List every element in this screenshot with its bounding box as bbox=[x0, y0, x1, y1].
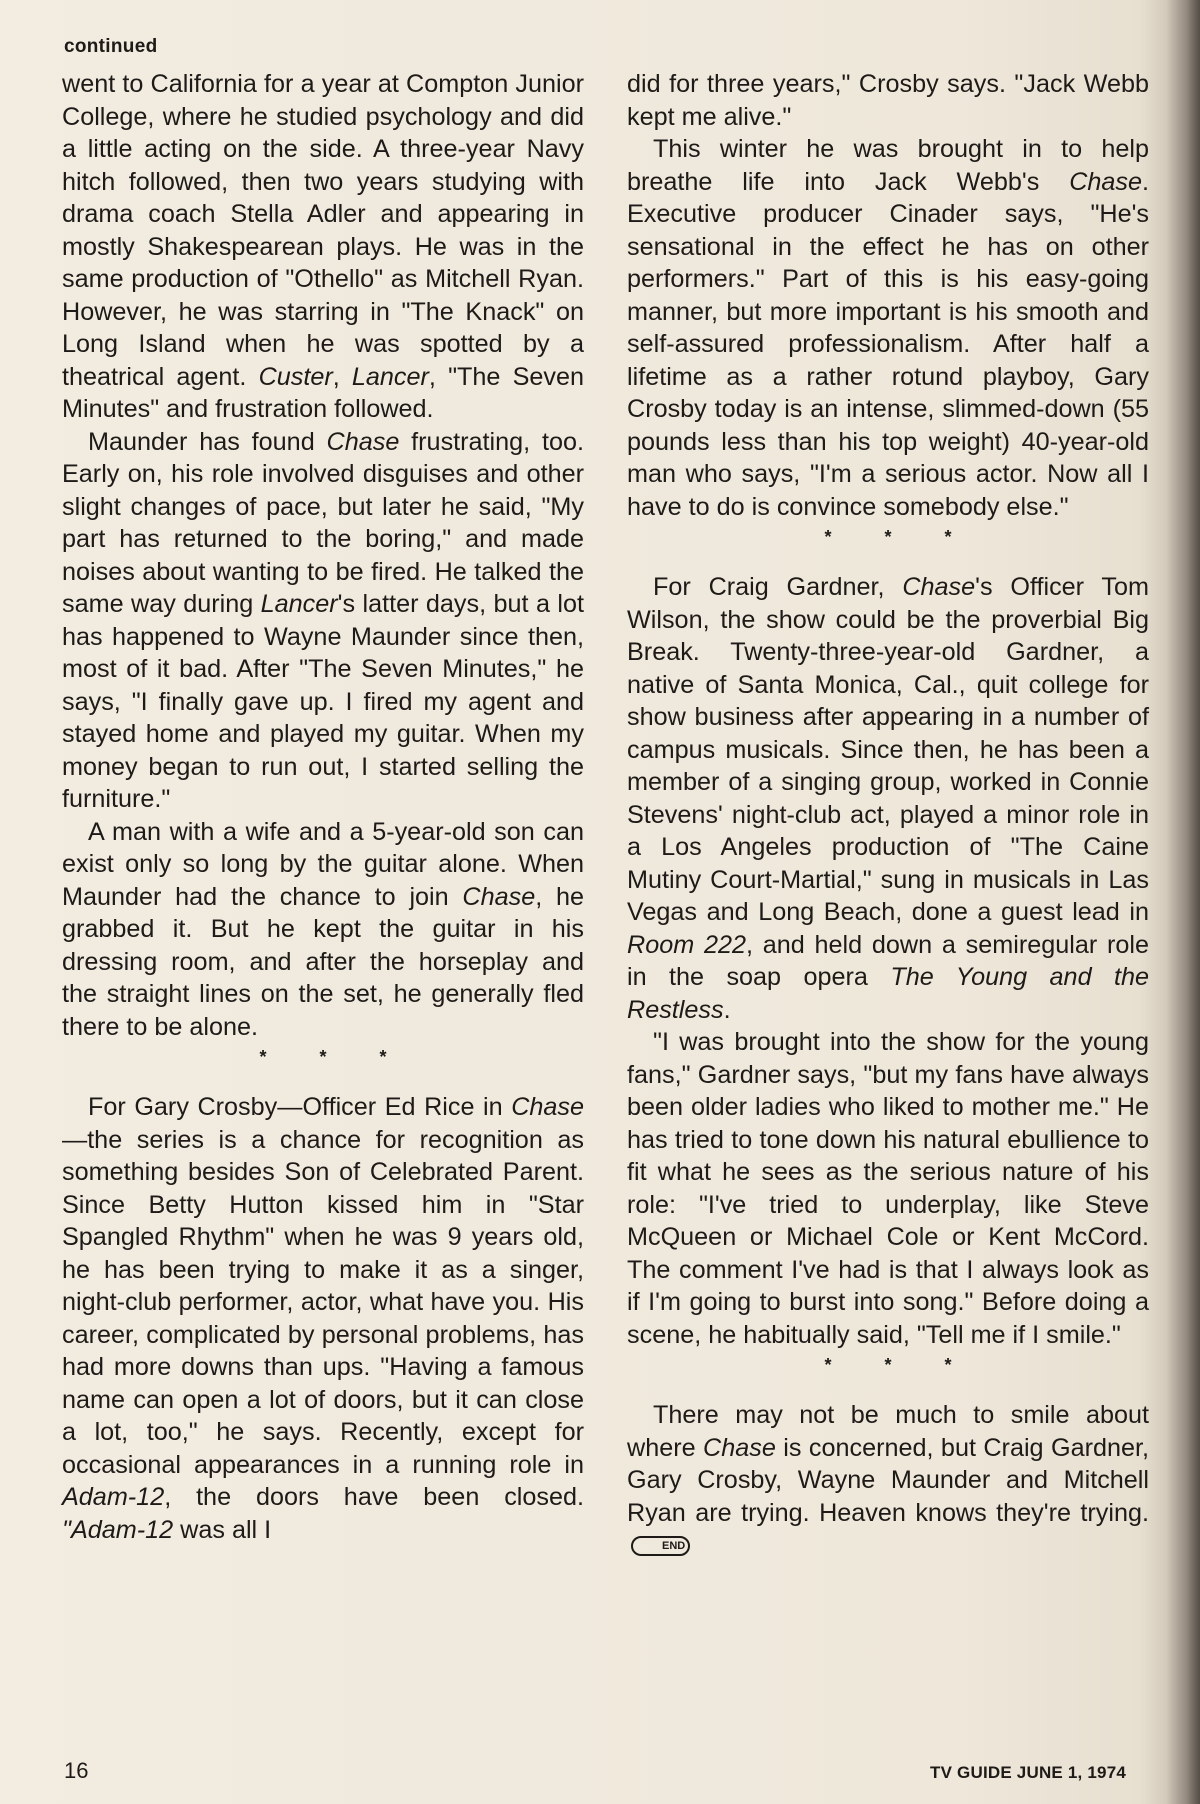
left-column bbox=[62, 68, 584, 1546]
section-separator: * * * bbox=[259, 1047, 411, 1067]
paragraph: For Gary Crosby—Officer Ed Rice in Chase—the series is a chance for recognition as something besides Son of Celebrated Parent. Since Betty Hutton kissed him in "Star Spangled Rhythm" when he was 9 years old, he has been trying to make it as a singer, night-club performer, actor, what have you. His career, complicated by personal problems, has had more downs than ups. "Having a famous name can open a lot of doors, but it can close a lot, too," he says. Recently, except for occasional appearances in a running role in Adam-12, the doors have been closed. "Adam-12 was all I bbox=[62, 1093, 584, 1544]
continued-label: continued bbox=[64, 36, 158, 57]
paragraph: Maunder has found Chase frustrating, too. Early on, his role involved disguises and other slight changes of pace, but later he said, "My part has returned to the boring," and made noises about wanting to be fired. He talked the same way during Lancer's latter days, but a lot has happened to Wayne Maunder since then, most of it bad. After "The Seven Minutes," he says, "I finally gave up. I fired my agent and stayed home and played my guitar. When my money began to run out, I started selling the furniture." bbox=[62, 427, 584, 813]
page-number: 16 bbox=[64, 1758, 89, 1783]
paragraph: did for three years," Crosby says. "Jack Webb kept me alive." bbox=[627, 70, 1149, 131]
paragraph: For Craig Gardner, Chase's Officer Tom Wilson, the show could be the proverbial Big Break. Twenty-three-year-old Gardner, a native of Santa Monica, Cal., quit college for show business after appearing in a number of campus musicals. Since then, he has been a member of a singing group, worked in Connie Stevens' night-club act, played a minor role in a Los Angeles production of "The Caine Mutiny Court-Martial," sung in musicals in Las Vegas and Long Beach, done a guest lead in Room 222, and held down a semiregular role in the soap opera The Young and the Restless. bbox=[627, 573, 1150, 1024]
paragraph: "I was brought into the show for the young fans," Gardner says, "but my fans have always been older ladies who liked to mother me." He has tried to tone down his natural ebullience to fit what he sees as the serious nature of his role: "I've tried to underplay, like Steve McQueen or Michael Cole or Kent McCord. The comment I've had is that I always look as if I'm going to burst into song." Before doing a scene, he habitually said, "Tell me if I smile." bbox=[627, 1028, 1149, 1349]
end-mark-icon: END bbox=[631, 1536, 690, 1556]
paragraph: There may not be much to smile about where Chase is concerned, but Craig Gardner, Gary Crosby, Wayne Maunder and Mitchell Ryan are trying. Heaven knows they're trying. END bbox=[627, 1399, 1149, 1562]
section-separator: * * * bbox=[824, 527, 976, 547]
paragraph: went to California for a year at Compton Junior College, where he studied psychology and did a little acting on the side. A three-year Navy hitch followed, then two years studying with drama coach Stella Adler and appearing in mostly Shakespearean plays. He was in the same production of "Othello" as Mitchell Ryan. However, he was starring in "The Knack" on Long Island when he was spotted by a theatrical agent. Custer, Lancer, "The Seven Minutes" and frustration followed. bbox=[62, 70, 584, 423]
right-column bbox=[627, 68, 1149, 1562]
paragraph: A man with a wife and a 5-year-old son can exist only so long by the guitar alone. When Maunder had the chance to join Chase, he grabbed it. But he kept the guitar in his dressing room, and after the horseplay and the straight lines on the set, he generally fled there to be alone. bbox=[62, 817, 585, 1041]
section-separator: * * * bbox=[824, 1355, 976, 1375]
footer-source-line: TV GUIDE JUNE 1, 1974 bbox=[930, 1763, 1126, 1782]
page-edge-shadow bbox=[1166, 0, 1200, 1804]
paragraph: This winter he was brought in to help breathe life into Jack Webb's Chase. Executive producer Cinader says, "He's sensational in the effect he has on other performers." Part of this is his easy-going manner, but more important is his smooth and self-assured professionalism. After half a lifetime as a rather rotund playboy, Gary Crosby today is an intense, slimmed-down (55 pounds less than his top weight) 40-year-old man who says, "I'm a serious actor. Now all I have to do is convince somebody else." bbox=[627, 135, 1149, 521]
